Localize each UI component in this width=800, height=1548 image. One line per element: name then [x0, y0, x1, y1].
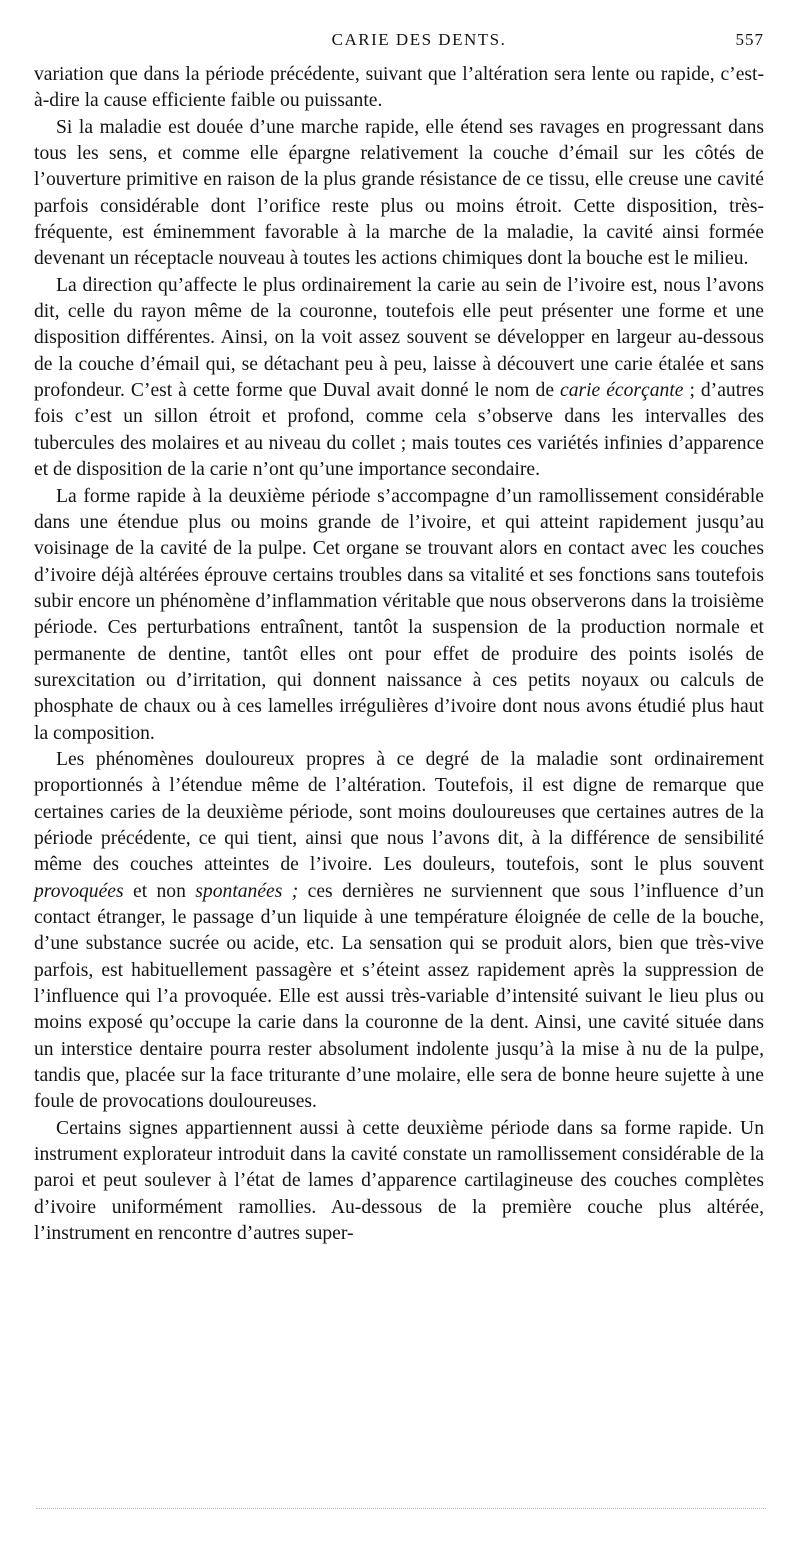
body-text — [34, 62, 764, 1247]
paragraph-text: Les phénomènes douloureux propres à ce degré de la maladie sont ordinairement proportionnés à l’étendue même de l’altération. Toutefois, il est digne de remarque que certaines caries de la deuxième période, sont moins douloureuses que certaines autres de la période précédente, ce qui tient, ainsi que nous l’avons dit, à la différence de sensibilité même des couches atteintes de l’ivoire. Les douleurs, toutefois, sont le plus souvent — [34, 748, 764, 876]
paragraph-text: ces dernières ne surviennent que sous l’influence d’un contact étranger, le passage d’un liquide à une température éloignée de celle de la bouche, d’une substance sucrée ou acide, etc. La sensation qui se produit alors, bien que très-vive parfois, est habituellement passagère et s’éteint assez rapidement après la suppression de l’influence qui l’a provoquée. Elle est aussi très-variable d’intensité suivant le lieu plus ou moins exposé qu’occupe la carie dans la couronne de la dent. Ainsi, une cavité située dans un interstice dentaire pourra rester absolument indolente jusqu’à la mise à nu de la pulpe, tandis que, placée sur la face triturante d’une molaire, elle sera de bonne heure sujette à une foule de provocations douloureuses. — [34, 880, 764, 1113]
italic-term-carie-ecorcante: carie écorçante — [560, 380, 684, 402]
paragraph-text: Si la maladie est douée d’une marche rapide, elle étend ses ravages en progressant dans tous les sens, et comme elle épargne relativement la couche d’émail sur les côtés de l’ouverture primitive en raison de la plus grande résistance de ce tissu, elle creuse une cavité parfois considérable dont l’orifice reste plus ou moins étroit. Cette disposition, très-fréquente, est éminemment favorable à la marche de la maladie, la cavité ainsi formée devenant un réceptacle nouveau à toutes les actions chimiques dont la bouche est le milieu. — [34, 116, 764, 270]
paragraph-6 — [34, 1116, 764, 1248]
paragraph-3 — [34, 273, 764, 484]
paragraph-1 — [34, 62, 764, 115]
italic-term-provoquees: provoquées — [34, 880, 124, 902]
paragraph-text: et non — [123, 880, 196, 902]
paragraph-text: La forme rapide à la deuxième période s’accompagne d’un ramollissement considérable dans une étendue plus ou moins grande de l’ivoire, et qui atteint rapidement jusqu’au voisinage de la cavité de la pulpe. Cet organe se trouvant alors en contact avec les couches d’ivoire déjà altérées éprouve certains troubles dans sa vitalité et ses fonctions sans toutefois subir encore un phénomène d’inflammation véritable que nous observerons dans la troisième période. Ces perturbations entraînent, tantôt la suspension de la production normale et permanente de dentine, tantôt elles ont pour effet de produire des points isolés de surexcitation ou d’irritation, qui donnent naissance à ces petits noyaux ou calculs de phosphate de chaux ou à ces lamelles irrégulières d’ivoire dont nous avons étudié plus haut la composition. — [34, 485, 764, 744]
paragraph-text: Certains signes appartiennent aussi à cette deuxième période dans sa forme rapide. Un instrument explorateur introduit dans la cavité constate un ramollissement considérable de la paroi et peut soulever à l’état de lames d’apparence cartilagineuse des couches complètes d’ivoire uniformément ramollies. Au-dessous de la première couche plus altérée, l’instrument en rencontre d’autres super- — [34, 1117, 764, 1245]
paragraph-text: ; d’autres fois c’est un sillon étroit et profond, comme cela s’observe dans les intervalles des tubercules des molaires et au niveau du collet ; mais toutes ces variétés infinies d’apparence et de disposition de la carie n’ont qu’une importance secondaire. — [34, 380, 764, 481]
book-page — [34, 30, 764, 1247]
paragraph-text: variation que dans la période précédente, suivant que l’altération sera lente ou rapide, c’est-à-dire la cause efficiente faible ou puissante. — [34, 64, 764, 112]
paragraph-2 — [34, 115, 764, 273]
running-title: CARIE DES DENTS. — [331, 30, 507, 49]
paragraph-4 — [34, 484, 764, 747]
bottom-scan-artifact-rule — [36, 1508, 766, 1513]
paragraph-text: La direction qu’affecte le plus ordinairement la carie au sein de l’ivoire est, nous l’avons dit, celle du rayon même de la couronne, toutefois elle peut présenter une forme et une disposition différentes. Ainsi, on la voit assez souvent se développer en largeur au-dessous de la couche d’émail qui, se détachant peu à peu, laisse à découvert une carie étalée et sans profondeur. C’est à cette forme que Duval avait donné le nom de — [34, 274, 764, 402]
running-head — [34, 30, 764, 56]
page-number: 557 — [735, 30, 764, 49]
paragraph-5 — [34, 747, 764, 1116]
italic-term-spontanees: spontanées ; — [195, 880, 299, 902]
